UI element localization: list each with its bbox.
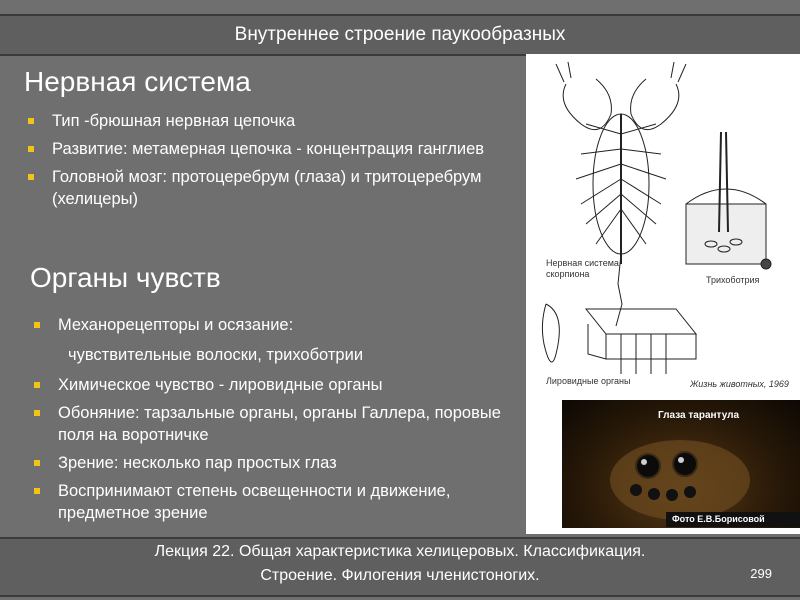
photo-title: Глаза тарантула <box>658 410 740 421</box>
photo-credit: Фото Е.В.Борисовой <box>666 512 800 527</box>
page-number: 299 <box>750 566 772 581</box>
scorpion-caption: Нервная система скорпиона <box>546 258 619 279</box>
lyriform-caption: Лировидные органы <box>546 376 631 386</box>
senses-item <box>28 402 518 446</box>
senses-item <box>28 480 518 524</box>
footer-bar <box>0 537 800 597</box>
footer-line-2: Строение. Филогения членистоногих. <box>260 567 540 584</box>
nervous-heading: Нервная система <box>24 66 251 97</box>
bullet-icon <box>34 410 40 416</box>
nervous-list <box>22 110 512 210</box>
senses-item <box>28 314 518 336</box>
bullet-icon <box>34 322 40 328</box>
title-bar <box>0 14 800 56</box>
footer-line-1: Лекция 22. Общая характеристика хелицеровых. Классификация. <box>154 543 646 560</box>
bullet-icon <box>34 488 40 494</box>
senses-item-text: Воспринимают степень освещенности и движение, предметное зрение <box>58 482 451 522</box>
nervous-item-text: Тип -брюшная нервная цепочка <box>52 112 296 130</box>
slide-title: Внутреннее строение паукообразных <box>234 24 566 45</box>
senses-item-text: Химическое чувство - лировидные органы <box>58 376 383 394</box>
senses-item-text: Механорецепторы и осязание: <box>58 316 294 334</box>
trichobothria-caption: Трихоботрия <box>706 275 760 285</box>
bullet-icon <box>34 382 40 388</box>
nervous-item <box>22 110 512 132</box>
senses-list <box>28 314 518 524</box>
nervous-item-text: Головной мозг: протоцеребрум (глаза) и тритоцеребрум (хелицеры) <box>52 168 482 208</box>
bullet-icon <box>28 146 34 152</box>
senses-item-text: Обоняние: тарзальные органы, органы Галлера, поровые поля на воротничке <box>58 404 501 444</box>
nervous-item <box>22 138 512 160</box>
bullet-icon <box>28 118 34 124</box>
source-caption: Жизнь животных, 1969 <box>690 379 789 389</box>
scorpion-nervous-system-illustration <box>556 62 686 326</box>
bullet-icon <box>34 460 40 466</box>
nervous-item-text: Развитие: метамерная цепочка - концентрация ганглиев <box>52 140 485 158</box>
bullet-icon <box>28 174 34 180</box>
senses-item-text: Зрение: несколько пар простых глаз <box>58 454 337 472</box>
senses-item <box>28 452 518 474</box>
senses-item <box>28 344 518 366</box>
senses-item-text: чувствительные волоски, трихоботрии <box>68 346 364 364</box>
senses-item <box>28 374 518 396</box>
nervous-item <box>22 166 512 210</box>
senses-heading: Органы чувств <box>30 262 221 293</box>
trichobothrium-illustration <box>686 132 771 269</box>
